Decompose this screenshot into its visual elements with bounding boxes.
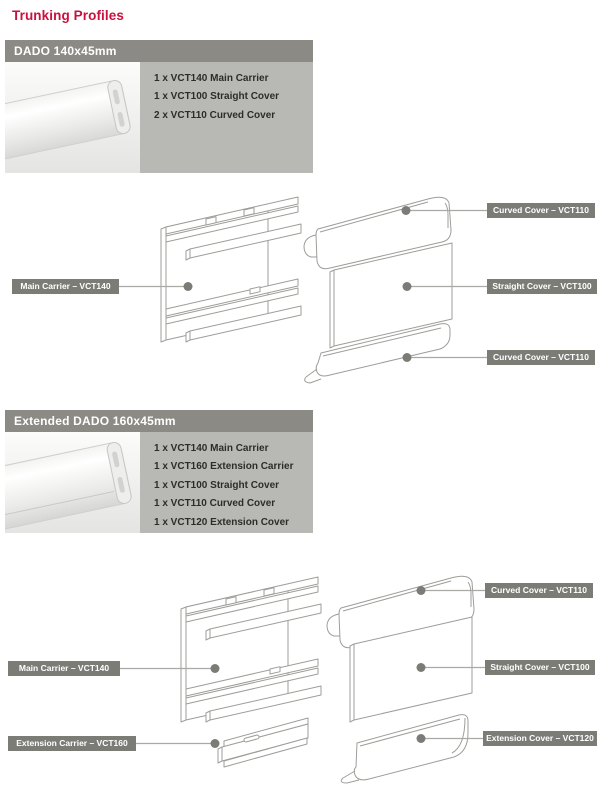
- main-carrier-drawing: [161, 197, 301, 342]
- leader-dot: [402, 206, 411, 215]
- callout-straight-cover: Straight Cover – VCT100: [487, 279, 597, 294]
- callout-curved-cover: Curved Cover – VCT110: [485, 583, 593, 598]
- extension-cover-drawing: [341, 715, 468, 783]
- part-item: 1 x VCT140 Main Carrier: [154, 73, 269, 84]
- page-title: Trunking Profiles: [12, 8, 124, 23]
- section-extended-dado-160: [5, 410, 313, 533]
- callout-extension-cover: Extension Cover – VCT120: [483, 731, 597, 746]
- part-item: 1 x VCT140 Main Carrier: [154, 443, 269, 454]
- part-item: 2 x VCT110 Curved Cover: [154, 109, 276, 121]
- callout-extension-carrier: Extension Carrier – VCT160: [8, 736, 136, 751]
- part-item: 1 x VCT100 Straight Cover: [154, 479, 280, 491]
- section-dado-140: [5, 40, 313, 173]
- parts-list: [140, 62, 313, 173]
- main-carrier-drawing: [181, 577, 321, 722]
- leader-dot: [211, 664, 220, 673]
- section-header: Extended DADO 160x45mm: [5, 410, 313, 432]
- leader-dot: [403, 353, 412, 362]
- part-item: 1 x VCT110 Curved Cover: [154, 498, 276, 510]
- leader-dot: [417, 586, 426, 595]
- part-item: 1 x VCT120 Extension Cover: [154, 516, 290, 528]
- leader-dot: [211, 739, 220, 748]
- trunking-photo-art: [5, 432, 140, 533]
- callout-curved-cover-bottom: Curved Cover – VCT110: [487, 350, 595, 365]
- trunking-photo-art: [5, 62, 140, 173]
- callout-main-carrier: Main Carrier – VCT140: [8, 661, 120, 676]
- parts-list: [140, 432, 313, 533]
- callout-straight-cover: Straight Cover – VCT100: [485, 660, 595, 675]
- callout-main-carrier: Main Carrier – VCT140: [12, 279, 119, 294]
- extension-carrier-drawing: [218, 718, 308, 767]
- callout-curved-cover-top: Curved Cover – VCT110: [487, 203, 595, 218]
- leader-dot: [403, 282, 412, 291]
- part-item: 1 x VCT160 Extension Carrier: [154, 461, 294, 473]
- exploded-diagram-extended-dado-160: [0, 556, 610, 788]
- section-body: [5, 432, 313, 533]
- leader-dot: [417, 663, 426, 672]
- leader-dot: [417, 734, 426, 743]
- product-photo-dado-140: [5, 62, 140, 173]
- section-body: [5, 62, 313, 173]
- section-header: DADO 140x45mm: [5, 40, 313, 62]
- exploded-diagram-dado-140: [0, 183, 610, 395]
- leader-dot: [184, 282, 193, 291]
- product-photo-extended-dado-160: [5, 432, 140, 533]
- part-item: 1 x VCT100 Straight Cover: [154, 91, 280, 103]
